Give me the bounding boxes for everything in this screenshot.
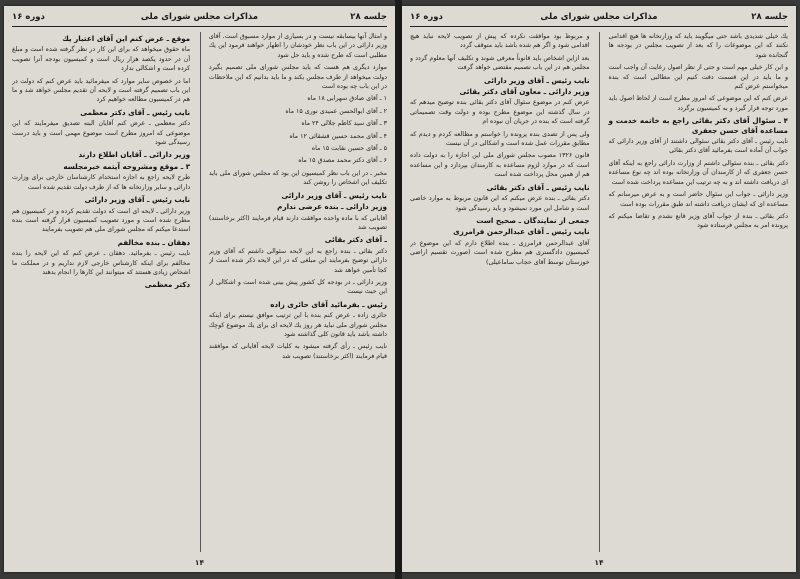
speaker-line: نايب رئيس ـ آقاى عبدالرحمن فرامرزى [453, 227, 590, 237]
paragraph: آقاى عبدالرحمن فرامرزى ـ بنده اطلاع دارم كه اين موضوع در كميسيون دادگسترى هم مطرح شده است (صورت تقسيم اراضى خوزستان توسط آقاى حجاب ساماعيلى) [410, 239, 590, 266]
speaker-line: وزير دارائى ـ آقايان اطلاع دارند [78, 150, 191, 160]
speaker-line: نايب رئيس ـ آقاى وزير دارائى [84, 195, 191, 205]
speaker-line: رئيس ـ بفرمائيد آقاى حائرى زاده [270, 299, 387, 309]
speaker-line: دكتر معظمى [144, 280, 191, 290]
paragraph: حائرى زاده ـ عرض كنم بنده با اين ترتيب موافق نيستم براى اينكه مجلس شوراى ملى نبايد هر روز يك لايحه اى براى يك موضوع كوچك داشته باشد بايد قانون كلى گذاشته شود [208, 312, 387, 338]
right-page [402, 6, 796, 572]
column-divider [200, 32, 201, 552]
paragraph: عرض كنم كه اين موضوعى كه امروز مطرح است از لحاظ اصول بايد مورد توجه قرار گيرد و به كميسيون برگردد [608, 95, 788, 112]
list-item: ۴ ـ آقاى محمد حسين قشقائى ۱۲ ماه [289, 132, 387, 140]
paragraph: وزير دارائى ـ لايحه اى است كه دولت تقديم كرده و در كميسيون هم مطرح شده است و مورد تصويب كميسيون قرار گرفته است بنده استدعا ميكنم كه مجلس شوراى ملى هم تصويب بفرمايند [12, 207, 191, 234]
section-heading: موقع ـ عرض كنم اين آقاى اعتبار يك [62, 34, 191, 43]
paragraph: و مربوط بود موافقت نكرده كه پيش از تصويب لايحه نبايد هيچ اقدامى شود و اگر هم شده باشد بايد متوقف گردد [410, 33, 590, 50]
paragraph: دكتر بقائى ـ بنده سئوالى داشتم از وزارت دارائى راجع به اينكه آقاى حسن جعفرى كه از كارمندان آن وزارتخانه بوده اند چه نوع مساعده اى دريافت داشته اند و به چه ترتيب اين مساعده پرداخت شده است [608, 159, 788, 186]
speaker-line: ـ آقاى دكتر بقائى [324, 235, 387, 245]
paragraph: نايب رئيس ـ بفرمائيد. دهقان ـ عرض كنم كه اين لايحه را بنده مخالفم براى اينكه كارشناس خارجى لازم نداريم و در مملكت ما اشخاص زيادى هستند كه ميتوانند اين كارها را انجام بدهند [12, 250, 191, 276]
column-right [209, 32, 387, 552]
header-term: دوره ۱۶ [12, 12, 45, 22]
page-header [410, 12, 788, 27]
paragraph: وزير دارائى ـ جواب اين سئوال حاضر است و به عرض ميرسانم كه مساعده اى كه ايشان دريافت داشته اند طبق مقررات بوده است [608, 191, 788, 208]
page-number: ۱۴ [594, 558, 604, 567]
paragraph: و امثال آنها بيسابقه نيست و در بسيارى از موارد مسبوق است. آقاى وزير دارائى در اين باب نظر خودشان را اظهار خواهند فرمود اين يك مطلبى است كه طرح شده و بايد حل شود [208, 33, 387, 59]
paragraph: طرح لايحه راجع به اجازه استخدام كارشناسان خارجى براى وزارت دارائى و ساير وزارتخانه ها كه از طرف دولت تقديم شده است [12, 174, 191, 191]
paragraph: و اين كار خيلى مهم است و حتى از نظر اصول رعايت آن واجب است و ما بايد در اين قسمت دقت كنيم اين مطالبى است كه بنده ميخواستم عرض كنم [608, 64, 788, 91]
paragraph: نايب رئيس ـ آقاى دكتر بقائى سئوالى داشتند از آقاى وزير دارائى كه جواب آن آماده است بفرمائيد آقاى دكتر بقائى [608, 138, 788, 155]
header-session: جلسه ۲۸ [751, 12, 788, 22]
paragraph: دكتر معظمى ـ عرض كنم آقايان البته تصديق ميفرمايند كه اين موضوعى كه امروز مطرح است موضوع مهمى است و بايد درست رسيدگى شود [12, 120, 191, 147]
list-item: ۳ ـ آقاى سيد كاظم جلالى ۲۴ ماه [301, 120, 387, 128]
column-left [410, 32, 590, 552]
list-item: ۶ ـ آقاى دكتر محمد مصدق ۱۵ ماه [298, 157, 387, 165]
paragraph: ماه حقوق ميخواهد كه براى اين كار در نظر گرفته شده است و مبلغ آن در حدود يكصد هزار ريال است و كميسيون بودجه آنرا تصويب كرده است و اشكالى ندارد [12, 46, 191, 73]
paragraph: ولى پس از تصدى بنده پرونده را خواستم و مطالعه كردم و ديدم كه مطابق مقررات عمل شده است و اشكالى در آن نيست [410, 130, 590, 148]
header-session: جلسه ۲۸ [350, 12, 387, 22]
header-title: مذاكرات مجلس شوراى ملى [140, 12, 259, 22]
speaker-line: نايب رئيس ـ آقاى دكتر معظمى [80, 107, 191, 117]
speaker-line: نايب رئيس ـ آقاى وزير دارائى [281, 190, 387, 200]
paragraph: دكتر بقائى ـ بنده از جواب آقاى وزير قانع نشدم و تقاضا ميكنم كه پرونده امر به مجلس فرستاده شود [608, 212, 788, 230]
section-heading: ۳ ـ موقع ومشروحه آيتمه خبرمجلسه [63, 161, 191, 171]
paragraph: يك خيلى شديدى باشد حتى ميگويند بايد كه وزارتخانه ها هيچ اقدامى نكنند كه اين موضوعات را كه بعد از تصويب مجلس در بودجه ها گنجانده شود [608, 33, 788, 59]
speaker-line: دهقان ـ بنده مخالفم [117, 237, 191, 247]
speaker-line: وزير دارائى ـ معاون آقاى دكتر بقائى [459, 87, 590, 97]
paragraph: بعد ازاين اشخاص بايد قانوناً معرفى شوند و تكليف آنها معلوم گردد و مجلس هم در اين باب تصميم مقتضى خواهد گرفت [410, 54, 590, 72]
paragraph: دكتر بقائى ـ بنده عرض ميكنم كه اين قانون مربوط به موارد خاصى است و شامل اين مورد نميشود و بايد رسيدگى شود [410, 195, 590, 212]
list-item: ۵ ـ آقاى حسين نقابت ۱۵ ماه [311, 145, 387, 153]
paragraph: نايب رئيس ـ رأى گرفته ميشود به كليات لايحه آقايانى كه موافقند قيام فرمايند (اكثر برخاستند) تصويب شد [208, 343, 387, 360]
page-header [12, 12, 387, 27]
book-gutter [395, 0, 402, 579]
list-item: ۱ ـ آقاى صادق سهرابى ۱۸ ماه [307, 95, 387, 103]
paragraph: آقايانى كه با ماده واحده موافقت دارند قيام فرمايند (اكثر برخاستند) تصويب شد [208, 214, 387, 231]
left-page [4, 6, 395, 572]
section-heading: جمعى از نمايندگان ـ صحيح است [476, 215, 590, 225]
list-item: ۲ ـ آقاى ابوالحسن عميدى نورى ۱۵ ماه [285, 107, 387, 115]
page-number: ۱۴ [194, 558, 205, 567]
header-term: دوره ۱۶ [410, 12, 443, 22]
column-divider [599, 32, 600, 552]
section-heading: ۴ ـ سئوال آقاى دكتر بقائى راجع به خاتمه خدمت و مساعده آقاى حسن جعفرى [608, 116, 788, 135]
column-right [608, 32, 788, 552]
column-left [12, 32, 190, 552]
speaker-line: نايب رئيس ـ آقاى وزير دارائى [483, 75, 590, 85]
paragraph: دكتر بقائى ـ بنده راجع به اين لايحه سئوالى داشتم كه آقاى وزير دارائى توضيح بفرمايند اين مبلغى كه در اين لايحه ذكر شده است از كجا تأمين خواهد شد [208, 247, 387, 274]
paragraph: موارد ديگرى هم هست كه بايد مجلس شوراى ملى تصميم بگيرد دولت ميخواهد از طرف مجلس بكند و ما بايد بدانيم كه اين ملاحظات در اين باب چه بوده است [208, 64, 387, 91]
paragraph: مخبر ـ در اين باب نظر كميسيون اين بود كه مجلس شوراى ملى بايد تكليف اين اشخاص را روشن كند [208, 169, 387, 187]
paragraph: عرض كنم در موضوع سئوال آقاى دكتر بقائى بنده توضيح ميدهم كه در سال گذشته اين موضوع مطرح بوده و دولت وقت تصميماتى گرفته است كه بنده در جريان آن نبوده ام [410, 99, 590, 126]
paragraph: وزير دارائى ـ در بودجه كل كشور پيش بينى شده است و اشكالى از اين حيث نيست [208, 278, 387, 296]
paragraph: اما در خصوص ساير موارد كه ميفرمائيد بايد عرض كنم كه دولت در اين باب تصميم گرفته است و لايحه آن تقديم مجلس خواهد شد و ما هم در كميسيون مطالعه خواهيم كرد [12, 77, 191, 104]
paragraph: قانون ۱۳۲۶ مصوب مجلس شوراى ملى اين اجازه را به دولت داده است كه در موارد لزوم مساعده به كارمندان بپردازد و اين مساعده هم از همين محل پرداخت شده است [410, 152, 590, 179]
header-title: مذاكرات مجلس شوراى ملى [540, 12, 658, 22]
speaker-line: وزير دارائى ـ بنده عرضى ندارم [277, 202, 387, 212]
speaker-line: نايب رئيس ـ آقاى دكتر بقائى [486, 182, 590, 192]
